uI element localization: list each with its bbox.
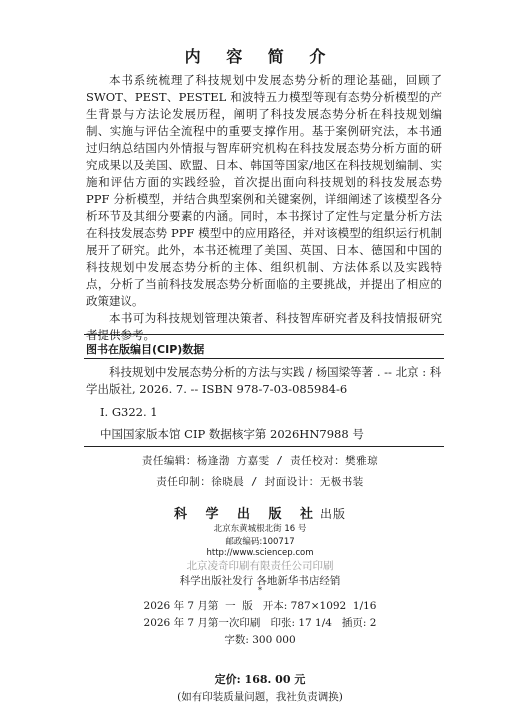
price: 定价: 168. 00 元 [214, 673, 306, 686]
publisher-suffix: 出版 [320, 507, 347, 521]
cip-record-line: 科技规划中发展态势分析的方法与实践 / 杨国梁等著 . -- 北京 : 科学出版社, 2026. 7. -- ISBN 978-7-03-085984-6 [86, 365, 442, 396]
editor-credits: 责任编辑：杨逢渤 方嘉雯 / 责任校对：樊雅琼 [141, 455, 379, 467]
cip-record-number: 中国国家版本馆 CIP 数据核字第 2026HN7988 号 [100, 427, 364, 441]
publisher-website: http://www.sciencep.com [206, 548, 314, 558]
summary-paragraph-2: 本书可为科技规划管理决策者、科技智库研究者及科技情报研究者提供参考。 [86, 311, 442, 342]
separator-star: * [258, 586, 262, 595]
summary-paragraph-1: 本书系统梳理了科技规划中发展态势分析的理论基础，回顾了 SWOT、PEST、PESTEL 和波特五力模型等现有态势分析模型的产生背景与方法论发展历程，阐明了科技发展态势分析在科技规划编制、实施与评估全流程中的重要支撑作用。基于案例研究法，本书通过归纳总结国内外情报与智库研究机构在科技发展态势分析方面的研究成果以及美国、欧盟、日本、韩国等国家/地区在科技规划编制、实施和评估方面的实践经验，首次提出面向科技规划的科技发展态势 PPF 分析模型，并结合典型案例和关键案例，详细阐述了该模型各分析环节及其细分要素的内涵。同时，本书探讨了定性与定量分析方法在科技发展态势 PPF 模型中的应用路径，并对该模型的组织运行机制展开了研究。此外，本书还梳理了美国、英国、日本、德国和中国的科技规划中发展态势分析的主体、组织机制、方法体系以及实践特点，分析了当前科技发展态势分析面临的主要挑战，并提出了相应的政策建议。 [86, 73, 442, 308]
publisher-postcode: 邮政编码:100717 [225, 537, 295, 547]
cip-record [86, 364, 442, 398]
summary-text [86, 72, 442, 344]
word-count: 字数: 300 000 [224, 634, 296, 646]
cip-heading: 图书在版编目(CIP)数据 [86, 343, 205, 356]
summary-title: 内 容 简 介 [184, 47, 336, 66]
quality-notice: (如有印装质量问题，我社负责调换) [177, 691, 343, 703]
cip-heading-rule [84, 358, 444, 359]
printer-line: 北京凌奇印刷有限责任公司印刷 [186, 560, 334, 572]
edition-line: 2026 年 7 月第 一 版 开本: 787×1092 1/16 [143, 600, 377, 612]
cip-classification: Ⅰ. G322. 1 [100, 405, 158, 419]
publisher-address: 北京东黄城根北街 16 号 [213, 524, 307, 534]
cip-top-rule [84, 334, 444, 335]
print-line: 2026 年 7 月第一次印刷 印张: 17 1/4 插页: 2 [143, 617, 377, 629]
production-credits: 责任印制：徐晓晨 / 封面设计：无极书装 [156, 476, 364, 488]
publisher-name [0, 503, 520, 522]
publisher-name-text: 科 学 出 版 社 [173, 507, 321, 522]
distribution-line: 科学出版社发行 各地新华书店经销 [179, 575, 341, 587]
cip-bottom-rule [84, 446, 444, 447]
